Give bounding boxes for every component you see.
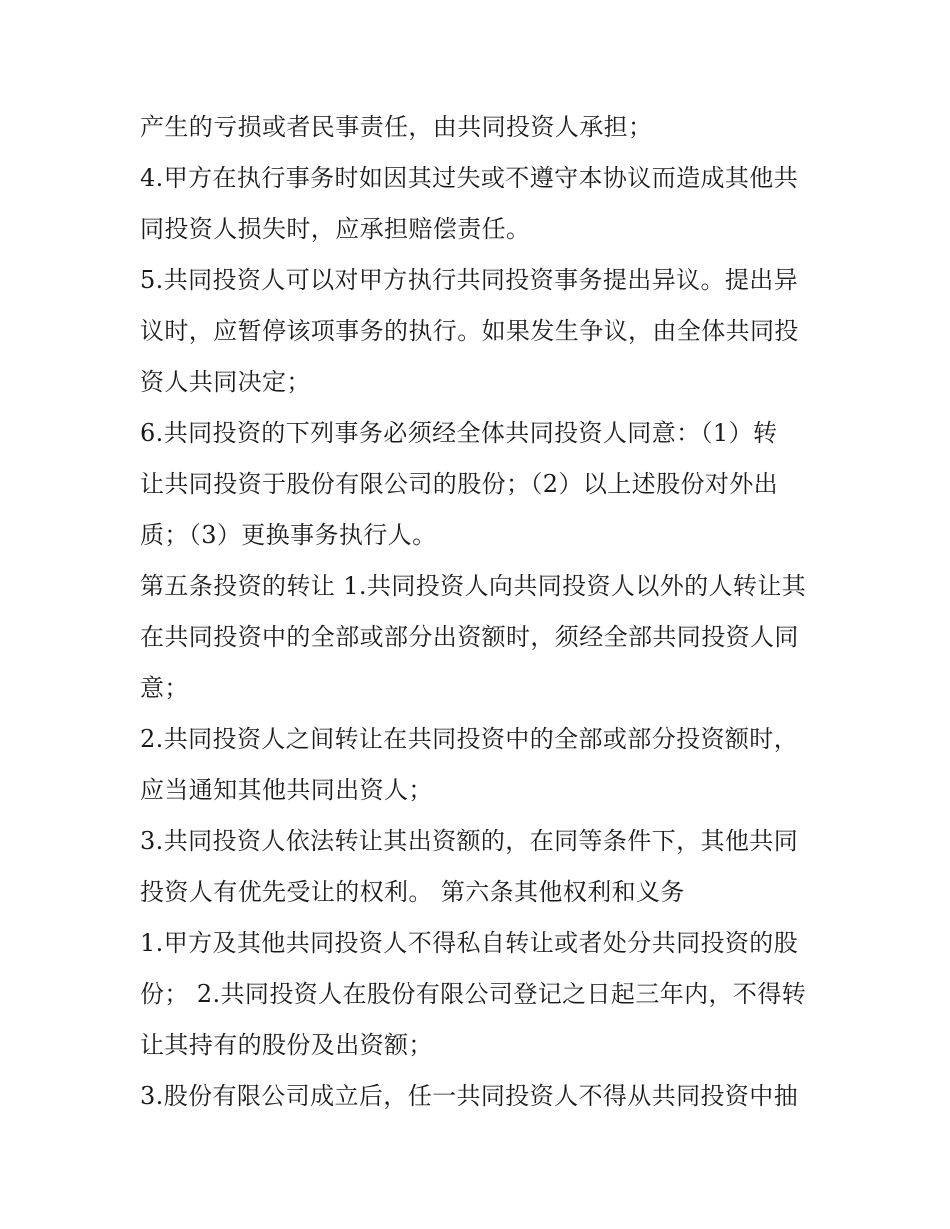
text-line: 第五条投资的转让 1.共同投资人向共同投资人以外的人转让其 xyxy=(140,572,807,600)
text-line: 3.股份有限公司成立后，任一共同投资人不得从共同投资中抽 xyxy=(140,1082,799,1110)
text-line: 资人共同决定； xyxy=(140,368,311,396)
text-line: 质；（3）更换事务执行人。 xyxy=(140,521,437,549)
text-line: 产生的亏损或者民事责任，由共同投资人承担； xyxy=(140,113,653,141)
text-line: 同投资人损失时，应承担赔偿责任。 xyxy=(140,215,531,243)
text-line: 5.共同投资人可以对甲方执行共同投资事务提出异议。提出异 xyxy=(140,266,799,294)
text-line: 2.共同投资人之间转让在共同投资中的全部或部分投资额时， xyxy=(140,725,799,753)
text-line: 1.甲方及其他共同投资人不得私自转让或者处分共同投资的股 xyxy=(140,929,799,957)
text-line: 应当通知其他共同出资人； xyxy=(140,776,433,804)
text-line: 意； xyxy=(140,674,189,702)
text-line: 6.共同投资的下列事务必须经全体共同投资人同意：（1）转 xyxy=(140,419,778,447)
text-line: 议时，应暂停该项事务的执行。如果发生争议，由全体共同投 xyxy=(140,317,799,345)
text-line: 4.甲方在执行事务时如因其过失或不遵守本协议而造成其他共 xyxy=(140,164,799,192)
text-line: 让其持有的股份及出资额； xyxy=(140,1031,433,1059)
text-line: 3.共同投资人依法转让其出资额的，在同等条件下，其他共同 xyxy=(140,827,799,855)
text-line: 投资人有优先受让的权利。 第六条其他权利和义务 xyxy=(140,878,685,906)
text-line: 让共同投资于股份有限公司的股份；（2）以上述股份对外出 xyxy=(140,470,779,498)
text-line: 份； 2.共同投资人在股份有限公司登记之日起三年内，不得转 xyxy=(140,980,807,1008)
text-line: 在共同投资中的全部或部分出资额时，须经全部共同投资人同 xyxy=(140,623,799,651)
